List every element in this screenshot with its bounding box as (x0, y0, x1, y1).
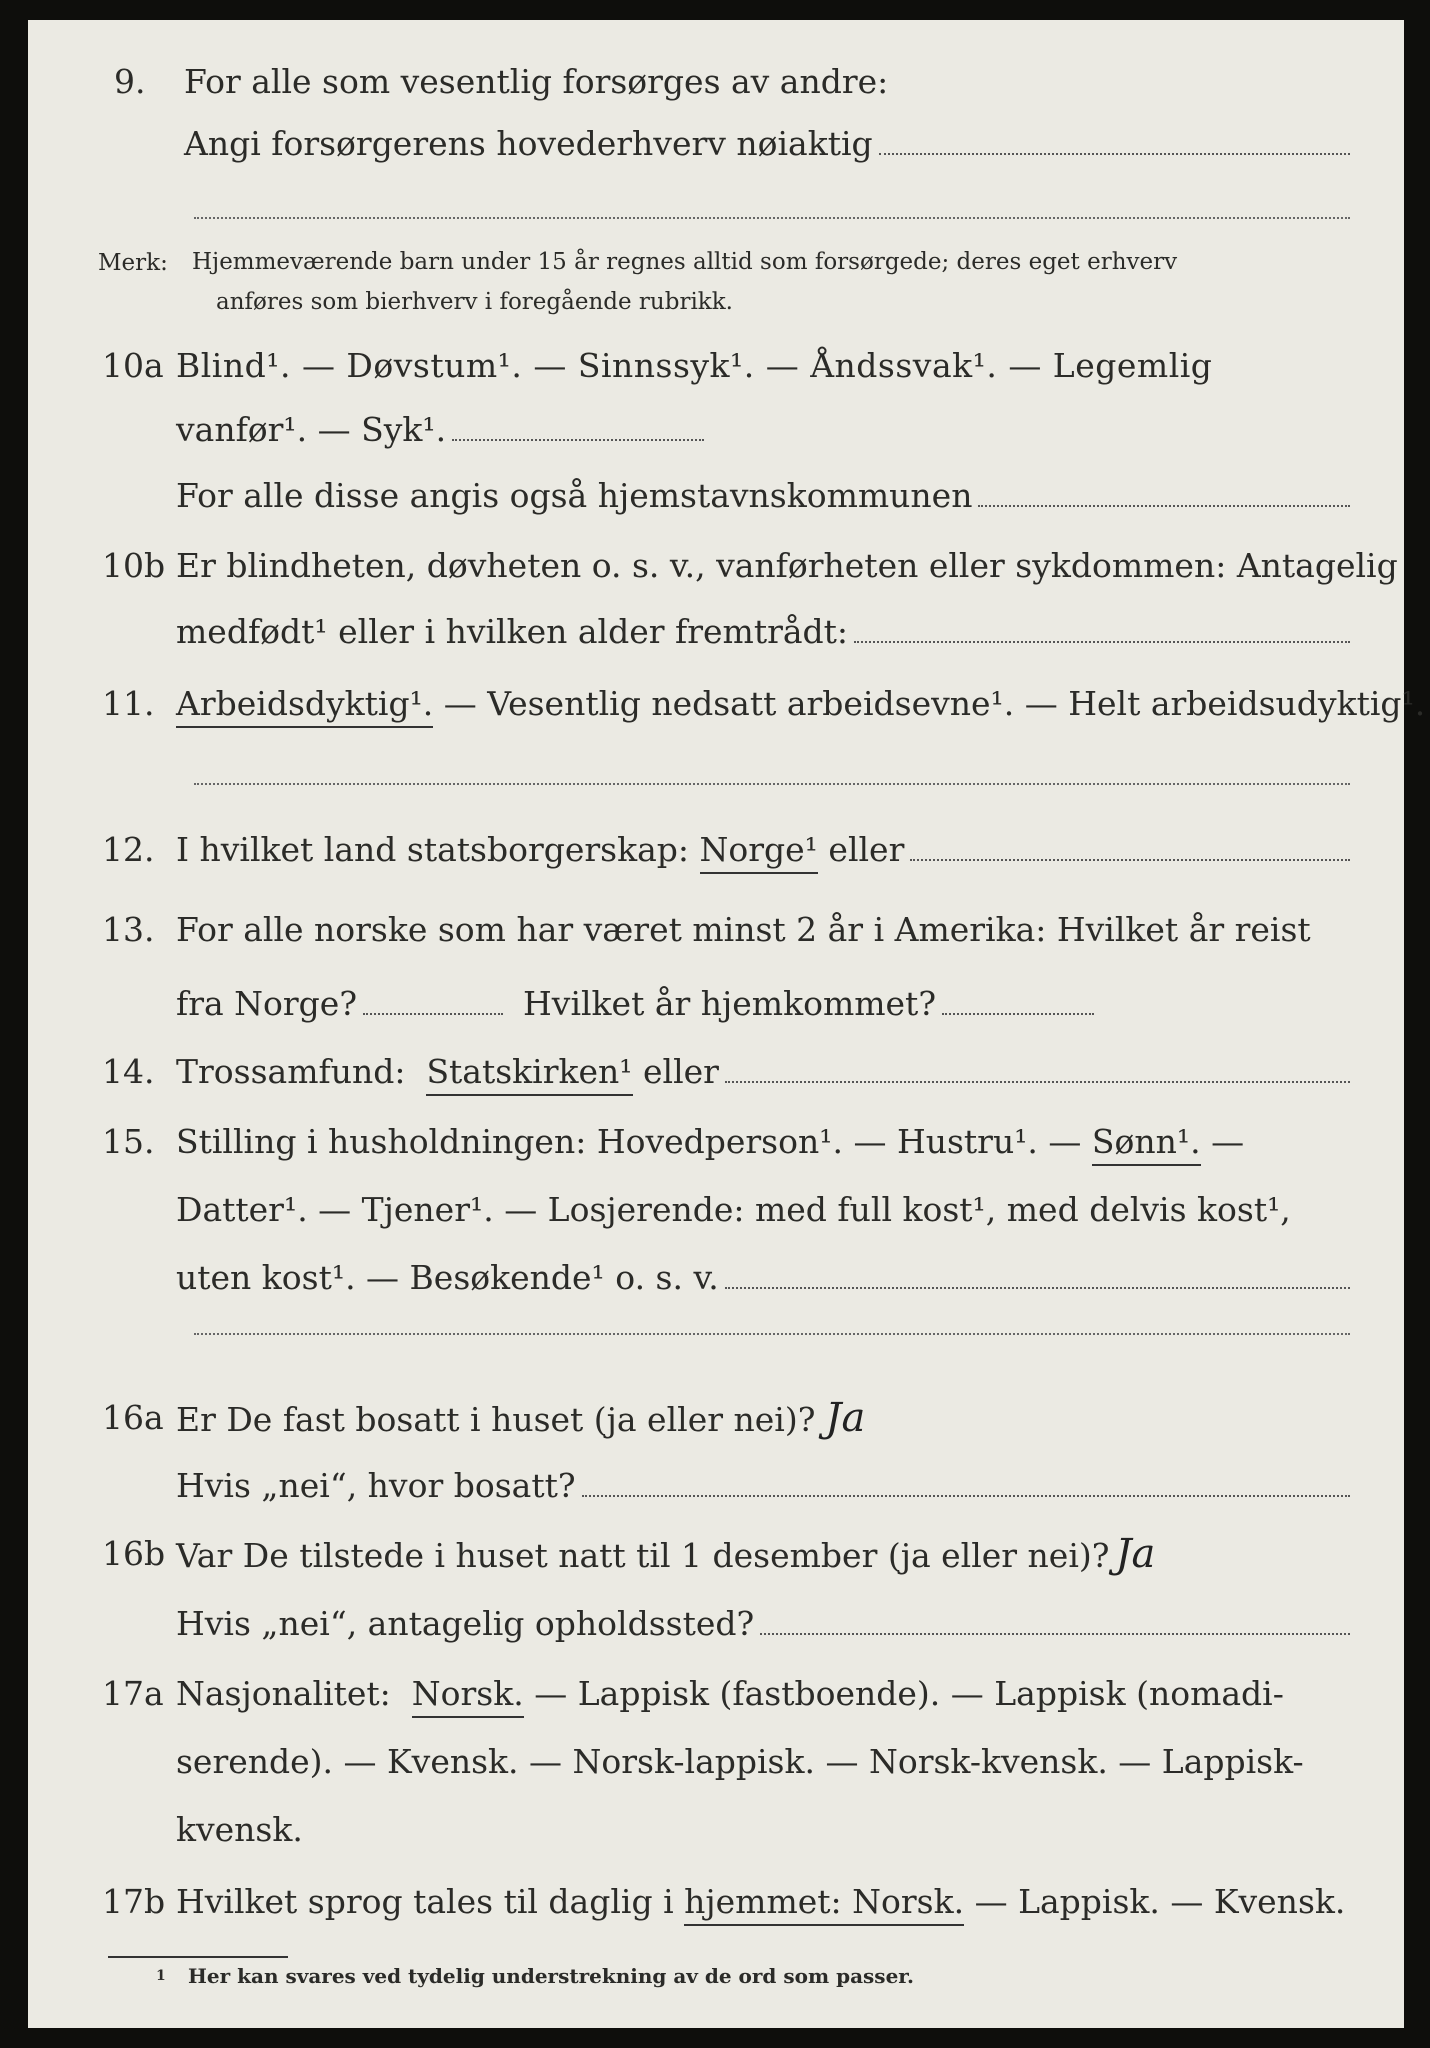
selected-option[interactable]: Statskirken¹ (426, 1052, 632, 1096)
footnote-rule (108, 1956, 288, 1958)
question-number: 14. (102, 1052, 155, 1091)
answer-line[interactable] (879, 152, 1350, 155)
question-text: Er blindheten, døvheten o. s. v., vanførheten eller sykdommen: Antagelig (176, 546, 1398, 585)
selected-option[interactable]: Norge¹ (700, 830, 818, 874)
answer-line[interactable] (363, 1012, 503, 1015)
answer-line[interactable] (194, 216, 1350, 219)
question-number: 16b (102, 1534, 166, 1573)
answer-line[interactable] (725, 1286, 1350, 1289)
answer-line[interactable] (194, 1332, 1350, 1335)
question-text: — Vesentlig nedsatt arbeidsevne¹. — Helt arbeidsudyktig¹. (443, 684, 1426, 723)
census-form-page (28, 20, 1426, 2028)
question-text: For alle norske som har været minst 2 år i Amerika: Hvilket år reist (176, 910, 1311, 949)
question-text: Hvis „nei“, hvor bosatt? (176, 1466, 576, 1505)
question-text: — Lappisk. — Kvensk. (974, 1882, 1346, 1921)
question-number: 13. (102, 910, 155, 949)
note-label: Merk: (98, 250, 168, 276)
question-number: 10b (102, 546, 166, 585)
note-text: Hjemmeværende barn under 15 år regnes alltid som forsørgede; deres eget erhverv (192, 249, 1178, 275)
question-text: Stilling i husholdningen: Hovedperson¹. — Hustru¹. — (176, 1122, 1082, 1161)
question-number: 17b (102, 1882, 166, 1921)
footnote-mark: 1 (156, 1968, 166, 1984)
question-number: 9. (114, 62, 146, 101)
selected-option[interactable]: Norsk. (412, 1674, 524, 1718)
note-text: anføres som bierhverv i foregående rubrikk. (216, 289, 733, 315)
selected-option[interactable]: Sønn¹. (1092, 1122, 1201, 1166)
question-number: 10a (102, 346, 164, 385)
question-text: Hvilket år hjemkommet? (523, 984, 937, 1023)
selected-option[interactable]: hjemmet: Norsk. (684, 1882, 964, 1926)
answer-line[interactable] (978, 504, 1350, 507)
question-text: Var De tilstede i huset natt til 1 desember (ja eller nei)? (176, 1536, 1110, 1575)
question-text: Nasjonalitet: (176, 1674, 391, 1713)
question-text: Hvis „nei“, antagelig opholdssted? (176, 1604, 755, 1643)
question-text: serende). — Kvensk. — Norsk-lappisk. — Norsk-kvensk. — Lappisk- (176, 1742, 1304, 1781)
question-number: 15. (102, 1122, 155, 1161)
question-text: — Lappisk (fastboende). — Lappisk (nomadi- (534, 1674, 1284, 1713)
question-text: vanfør¹. — Syk¹. (176, 410, 447, 449)
selected-option[interactable]: Arbeidsdyktig¹. (176, 684, 433, 728)
question-text: Er De fast bosatt i huset (ja eller nei)? (176, 1400, 816, 1439)
question-text: kvensk. (176, 1810, 303, 1849)
question-number: 12. (102, 830, 155, 869)
answer-line[interactable] (452, 438, 704, 441)
question-text: Trossamfund: (176, 1052, 406, 1091)
answer-line[interactable] (910, 858, 1350, 861)
answer-line[interactable] (942, 1012, 1094, 1015)
question-text: uten kost¹. — Besøkende¹ o. s. v. (176, 1258, 719, 1297)
question-text: For alle som vesentlig forsørges av andre: (184, 62, 889, 101)
answer-line[interactable] (725, 1080, 1350, 1083)
question-text: For alle disse angis også hjemstavnskommunen (176, 476, 973, 515)
question-text: Hvilket sprog tales til daglig i (176, 1882, 674, 1921)
question-text: eller (643, 1052, 719, 1091)
footnote-text: Her kan svares ved tydelig understrekning av de ord som passer. (188, 1964, 914, 1988)
handwritten-answer[interactable]: Ja (1115, 1531, 1156, 1577)
question-text: eller (828, 830, 905, 869)
question-text: Blind¹. — Døvstum¹. — Sinnssyk¹. — Åndssvak¹. — Legemlig (176, 346, 1213, 385)
question-text: — (1211, 1122, 1245, 1161)
answer-line[interactable] (194, 782, 1350, 785)
answer-line[interactable] (582, 1494, 1350, 1497)
question-text: Datter¹. — Tjener¹. — Losjerende: med full kost¹, med delvis kost¹, (176, 1190, 1291, 1229)
question-text: fra Norge? (176, 984, 358, 1023)
question-text: I hvilket land statsborgerskap: (176, 830, 690, 869)
question-number: 16a (102, 1398, 164, 1437)
question-text: Angi forsørgerens hovederhverv nøiaktig (184, 124, 873, 163)
answer-line[interactable] (760, 1632, 1350, 1635)
question-number: 11. (102, 684, 155, 723)
handwritten-answer[interactable]: Ja (825, 1395, 866, 1441)
question-text: medfødt¹ eller i hvilken alder fremtrådt: (176, 612, 849, 651)
answer-line[interactable] (854, 640, 1350, 643)
question-number: 17a (102, 1674, 164, 1713)
